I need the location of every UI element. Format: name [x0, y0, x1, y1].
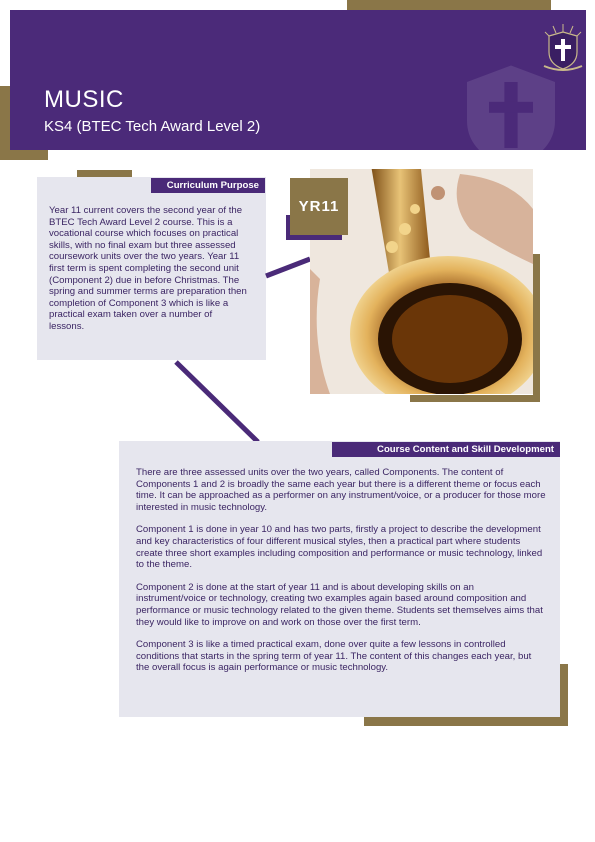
- content-paragraph-3: Component 2 is done at the start of year 11 and is about developing skills on an instrument/voice or technology, creating two examples again based around composition and performance or music technology related to the given theme. Students set themselves aims that they would like to improve on and work on those over the first term.: [136, 581, 543, 628]
- content-paragraph-4: Component 3 is like a timed practical exam, done over quite a few lessons in controlled conditions that starts in the spring term of year 11. The content of this changes each year, but the overall focus is again performance or music technology.: [136, 639, 532, 674]
- curriculum-body: Year 11 current covers the second year of the BTEC Tech Award Level 2 course. This is a vocational course which focuses on practical skills, with no final exam but three assessed coursework units over the two years. Year 11 first term is spent completing the second unit (Component 2) due in before Christmas. The spring and summer terms are preparation then completion of Component 3 which is like a practical exam taken over a number of lessons.: [49, 205, 247, 332]
- content-heading: Course Content and Skill Development: [332, 442, 560, 457]
- curriculum-heading: Curriculum Purpose: [151, 178, 265, 193]
- page-subtitle: KS4 (BTEC Tech Award Level 2): [44, 118, 261, 135]
- content-paragraph-2: Component 1 is done in year 10 and has two parts, firstly a project to describe the development and key characteristics of four different musical styles, then a practical part where students create three short examples including composition and performance or music technology, linked to the theme.: [136, 524, 543, 571]
- year-badge: YR11: [290, 178, 348, 235]
- page-title: MUSIC: [44, 86, 124, 113]
- content-body: [136, 467, 546, 674]
- content-gold-bottom: [364, 717, 568, 726]
- content-paragraph-1: There are three assessed units over the two years, called Components. The content of Components 1 and 2 is broadly the same each year but there is a different theme or focus each time. It can be approached as a performer on any instrument/voice, or a producer for those more interested in music technology.: [136, 467, 546, 513]
